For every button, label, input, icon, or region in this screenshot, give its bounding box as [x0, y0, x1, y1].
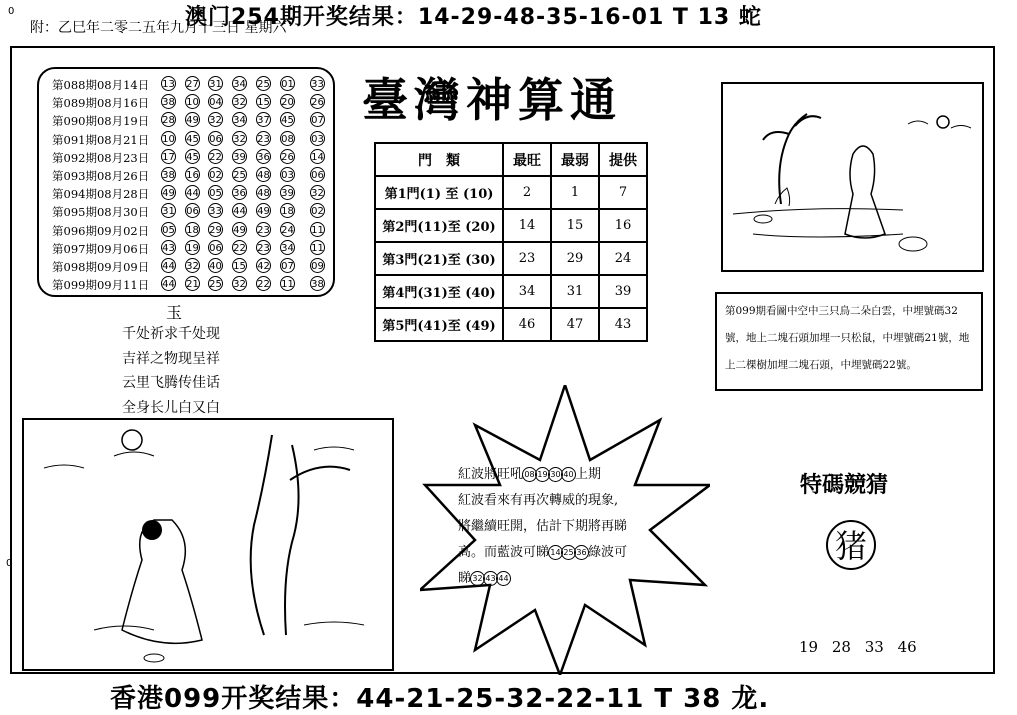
number-ball: 06: [208, 240, 223, 255]
history-label: 第091期08月21日: [52, 132, 150, 147]
wave-analysis-text: [458, 462, 694, 592]
star-text-segment: 綠波可: [588, 545, 628, 560]
table-row: [375, 176, 647, 209]
number-ball: 48: [256, 167, 271, 182]
number-ball: 03: [310, 131, 325, 146]
number-ball: 02: [310, 203, 325, 218]
number-ball: 20: [280, 94, 295, 109]
number-ball: 11: [310, 222, 325, 237]
star-ball: 32: [470, 571, 485, 586]
number-ball: 10: [161, 131, 176, 146]
table-cell: 29: [551, 242, 599, 275]
star-line: [458, 540, 694, 566]
table-cell: 第3門(21)至 (30): [375, 242, 503, 275]
poem-line: 千处祈求千处现: [122, 326, 220, 342]
column-header: 最旺: [503, 143, 551, 176]
star-text-segment: 上期: [575, 467, 602, 482]
number-ball: 03: [280, 167, 295, 182]
sage-drawing: [723, 84, 982, 270]
star-ball: 43: [483, 571, 498, 586]
number-ball: 31: [161, 203, 176, 218]
column-header: 門 類: [375, 143, 503, 176]
paper-title: 臺灣神算通: [362, 73, 622, 127]
number-ball: 05: [208, 185, 223, 200]
number-ball: 13: [161, 76, 176, 91]
number-ball: 15: [232, 258, 247, 273]
number-ball: 45: [185, 131, 200, 146]
history-label: 第095期08月30日: [52, 205, 150, 220]
star-line: [458, 462, 694, 488]
lady-drawing: [24, 420, 392, 669]
number-ball: 06: [208, 131, 223, 146]
star-ball: 14: [548, 545, 563, 560]
special-guess-title: 特碼競猜: [800, 472, 889, 498]
star-ball: 25: [561, 545, 576, 560]
table-header-row: [375, 143, 647, 176]
star-ball: 30: [548, 467, 563, 482]
star-line: 紅波看來有再次轉威的現象,: [458, 493, 619, 508]
table-cell: 第5門(41)至 (49): [375, 308, 503, 341]
number-ball: 32: [232, 131, 247, 146]
column-header: 提供: [599, 143, 647, 176]
table-row: [375, 242, 647, 275]
number-ball: 31: [208, 76, 223, 91]
hongkong-result-footer: 香港099开奖结果：44-21-25-32-22-11 T 38 龙.: [110, 684, 770, 714]
history-label: 第097期09月06日: [52, 241, 150, 256]
table-cell: 47: [551, 308, 599, 341]
history-label: 第088期08月14日: [52, 78, 150, 92]
number-ball: 27: [185, 76, 200, 91]
side-mark: 0: [6, 558, 13, 569]
star-line: 將繼續旺開，估計下期將再睇: [458, 519, 628, 534]
guess-numbers: 19 28 33 46: [799, 638, 917, 656]
corner-mark: 0: [8, 6, 15, 17]
number-ball: 29: [208, 222, 223, 237]
number-ball: 44: [161, 276, 176, 291]
number-ball: 02: [208, 167, 223, 182]
number-ball: 05: [161, 222, 176, 237]
number-ball: 49: [232, 222, 247, 237]
number-ball: 10: [185, 94, 200, 109]
star-text-segment: 紅波將旺吼: [458, 467, 524, 482]
number-ball: 11: [310, 240, 325, 255]
number-ball: 44: [185, 185, 200, 200]
table-row: [375, 308, 647, 341]
number-ball: 25: [256, 76, 271, 91]
number-ball: 49: [185, 112, 200, 127]
star-line: [458, 566, 694, 592]
number-ball: 23: [256, 240, 271, 255]
history-label: 第099期09月11日: [52, 278, 150, 293]
number-ball: 23: [256, 131, 271, 146]
zodiac-circle: 猪: [826, 520, 876, 570]
number-ball: 44: [232, 203, 247, 218]
number-ball: 48: [256, 185, 271, 200]
number-ball: 18: [280, 203, 295, 218]
number-ball: 25: [232, 167, 247, 182]
number-ball: 37: [256, 112, 271, 127]
picture-hint-note: 第099期看圖中空中三只鳥二朵白雲，中埋號碼32號，地上二塊石頭加埋一只松鼠，中埋號碼21號，地上二棵樹加埋二塊石頭，中埋號碼22號。: [715, 292, 983, 391]
table-cell: 23: [503, 242, 551, 275]
table-cell: 16: [599, 209, 647, 242]
number-ball: 21: [185, 276, 200, 291]
star-text-segment: 高。而藍波可睇: [458, 545, 550, 560]
table-row: [375, 275, 647, 308]
number-ball: 33: [208, 203, 223, 218]
number-ball: 11: [280, 276, 295, 291]
number-ball: 42: [256, 258, 271, 273]
number-ball: 43: [161, 240, 176, 255]
history-label: 第093期08月26日: [52, 169, 150, 183]
star-ball: 08: [522, 467, 537, 482]
number-ball: 39: [280, 185, 295, 200]
number-ball: 32: [232, 276, 247, 291]
star-ball: 44: [496, 571, 511, 586]
star-ball: 36: [574, 545, 589, 560]
number-ball: 49: [161, 185, 176, 200]
number-ball: 28: [161, 112, 176, 127]
number-ball: 45: [280, 112, 295, 127]
poem-line: 全身长儿白又白: [122, 400, 220, 416]
column-header: 最弱: [551, 143, 599, 176]
number-ball: 36: [256, 149, 271, 164]
table-cell: 1: [551, 176, 599, 209]
number-ball: 45: [185, 149, 200, 164]
number-ball: 49: [256, 203, 271, 218]
number-ball: 06: [185, 203, 200, 218]
number-ball: 04: [208, 94, 223, 109]
number-ball: 34: [232, 112, 247, 127]
number-ball: 08: [280, 131, 295, 146]
number-ball: 07: [280, 258, 295, 273]
history-label: 第089期08月16日: [52, 96, 150, 111]
history-label: 第096期09月02日: [52, 223, 150, 238]
table-cell: 15: [551, 209, 599, 242]
number-ball: 24: [280, 222, 295, 237]
number-ball: 06: [310, 167, 325, 182]
number-ball: 26: [310, 94, 325, 109]
number-ball: 39: [232, 149, 247, 164]
number-ball: 33: [310, 76, 325, 91]
table-cell: 46: [503, 308, 551, 341]
poem-line: 云里飞腾传佳话: [122, 375, 220, 391]
number-ball: 07: [310, 112, 325, 127]
number-ball: 09: [310, 258, 325, 273]
number-ball: 18: [185, 222, 200, 237]
history-results-box: [37, 67, 335, 297]
poem-title: 玉: [166, 303, 183, 322]
date-line: 附：乙巳年二零二五年九月十三日 星期六: [30, 20, 287, 36]
number-ball: 40: [208, 258, 223, 273]
number-ball: 44: [161, 258, 176, 273]
number-ball: 22: [256, 276, 271, 291]
number-ball: 14: [310, 149, 325, 164]
sage-illustration: [721, 82, 984, 272]
number-ball: 32: [185, 258, 200, 273]
number-ball: 36: [232, 185, 247, 200]
number-ball: 38: [310, 276, 325, 291]
gate-table: [374, 142, 648, 342]
history-label: 第098期09月09日: [52, 260, 150, 274]
history-label: 第094期08月28日: [52, 187, 150, 202]
star-ball: 40: [561, 467, 576, 482]
table-cell: 34: [503, 275, 551, 308]
number-ball: 26: [280, 149, 295, 164]
number-ball: 22: [232, 240, 247, 255]
history-label: 第092期08月23日: [52, 150, 150, 165]
number-ball: 23: [256, 222, 271, 237]
number-ball: 38: [161, 94, 176, 109]
table-cell: 第4門(31)至 (40): [375, 275, 503, 308]
table-cell: 14: [503, 209, 551, 242]
number-ball: 17: [161, 149, 176, 164]
number-ball: 34: [232, 76, 247, 91]
number-ball: 32: [232, 94, 247, 109]
number-ball: 19: [185, 240, 200, 255]
number-ball: 32: [310, 185, 325, 200]
star-text-segment: 睇: [458, 571, 472, 586]
table-cell: 43: [599, 308, 647, 341]
number-ball: 16: [185, 167, 200, 182]
table-cell: 第1門(1) 至 (10): [375, 176, 503, 209]
table-cell: 31: [551, 275, 599, 308]
lady-illustration: [22, 418, 394, 671]
table-row: [375, 209, 647, 242]
number-ball: 25: [208, 276, 223, 291]
macau-result-headline: 澳门254期开奖结果：14-29-48-35-16-01 T 13 蛇: [185, 5, 762, 30]
table-cell: 第2門(11)至 (20): [375, 209, 503, 242]
poem-line: 吉祥之物现呈祥: [122, 351, 220, 367]
number-ball: 22: [208, 149, 223, 164]
star-ball: 19: [535, 467, 550, 482]
number-ball: 38: [161, 167, 176, 182]
table-cell: 24: [599, 242, 647, 275]
number-ball: 34: [280, 240, 295, 255]
table-cell: 7: [599, 176, 647, 209]
table-cell: 2: [503, 176, 551, 209]
number-ball: 15: [256, 94, 271, 109]
history-label: 第090期08月19日: [52, 114, 150, 129]
table-cell: 39: [599, 275, 647, 308]
number-ball: 32: [208, 112, 223, 127]
number-ball: 01: [280, 76, 295, 91]
